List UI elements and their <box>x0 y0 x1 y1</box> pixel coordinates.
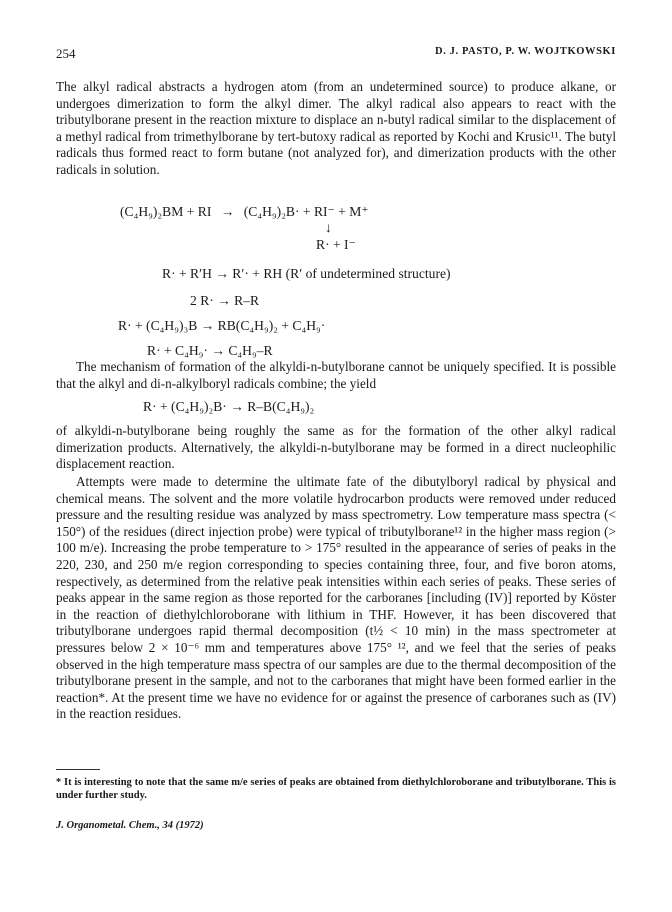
paragraph-mechanism: The mechanism of formation of the alkyldi-n-butylborane cannot be uniquely specified. It is possible that the alkyl and di-n-alkylboryl radicals combine; the yield <box>56 359 616 391</box>
equation-1-right: (C₄H₉)₂B· + RI⁻ + M⁺ <box>243 204 369 219</box>
reaction-arrow-icon: → <box>220 204 235 219</box>
equation-1-product: R· + I⁻ <box>316 237 356 252</box>
journal-citation: J. Organometal. Chem., 34 (1972) <box>56 820 204 831</box>
author-names: D. J. PASTO, P. W. WOJTKOWSKI <box>435 46 616 57</box>
paragraph-alkyl-radical: The alkyl radical abstracts a hydrogen atom (from an undetermined source) to produce alkane, or undergoes dimerization to form the alkyl dimer. The alkyl radical also appears to react with the tributylborane present in the reaction mixture to displace an n-butyl radical similar to the displacement of a methyl radical from trimethylborane by tert-butoxy radical as reported by Kochi and Krusic¹¹. The butyl radicals thus formed react to form butane (not analyzed for), and dimerization products with the other radicals in solution. <box>56 79 616 177</box>
equation-6: R· + (C₄H₉)₂B· → R–B(C₄H₉)₂ <box>143 399 315 414</box>
paragraph-alternative: of alkyldi-n-butylborane being roughly the same as for the formation of the other alkyl radical dimerization products. Alternatively, the alkyldi-n-butylborane may be formed in a direct nucleophilic displacement reaction. <box>56 423 616 472</box>
equation-3: 2 R· → R–R <box>190 293 260 308</box>
footnote: * It is interesting to note that the same m/e series of peaks are obtained from diethylchloroborane and tributylborane. This is under further study. <box>56 777 616 802</box>
equation-2: R· + R′H → R′· + RH (R′ of undetermined structure) <box>162 266 451 281</box>
equation-5: R· + C₄H₉· → C₄H₉–R <box>147 343 273 358</box>
equation-4: R· + (C₄H₉)₃B → RB(C₄H₉)₂ + C₄H₉· <box>118 318 326 333</box>
running-header <box>56 46 616 62</box>
equation-1-left: (C₄H₉)₂BM + RI <box>120 204 212 219</box>
equation-1 <box>120 204 369 220</box>
footnote-divider <box>56 769 100 770</box>
page-number: 254 <box>56 46 76 61</box>
paragraph-attempts: Attempts were made to determine the ultimate fate of the dibutylboryl radical by physical and chemical means. The solvent and the more volatile hydrocarbon products were removed under reduced pressure and the resulting residue was analyzed by mass spectrometry. Low temperature mass spectra (< 150°) of the residues (direct injection probe) were typical of tributylborane¹² in the higher mass region (> 100 m/e). Increasing the probe temperature to > 175° resulted in the appearance of series of peaks in the 220, 230, and 250 m/e region corresponding to species containing three, four, and five boron atoms, respectively, as determined from the relative peak intensities within each series of peaks. These series of peaks appear in the same region as those reported for the carboranes [including (IV)] reported by Köster in the reaction of diethylchloroborane with lithium in THF. However, it has been discovered that tributylborane undergoes rapid thermal decomposition (t½ < 10 min) in the mass spectrometer at pressures below 2 × 10⁻⁶ mm and temperatures above 175° ¹², and we feel that the series of peaks observed in the high temperature mass spectra of our samples are due to the thermal decomposition of the tributylborane present in the sample, and not to the carboranes that might have been formed earlier in the reaction*. At the present time we have no evidence for or against the presence of carboranes such as (IV) in the reaction residues. <box>56 474 616 722</box>
down-arrow-icon: ↓ <box>325 220 332 235</box>
